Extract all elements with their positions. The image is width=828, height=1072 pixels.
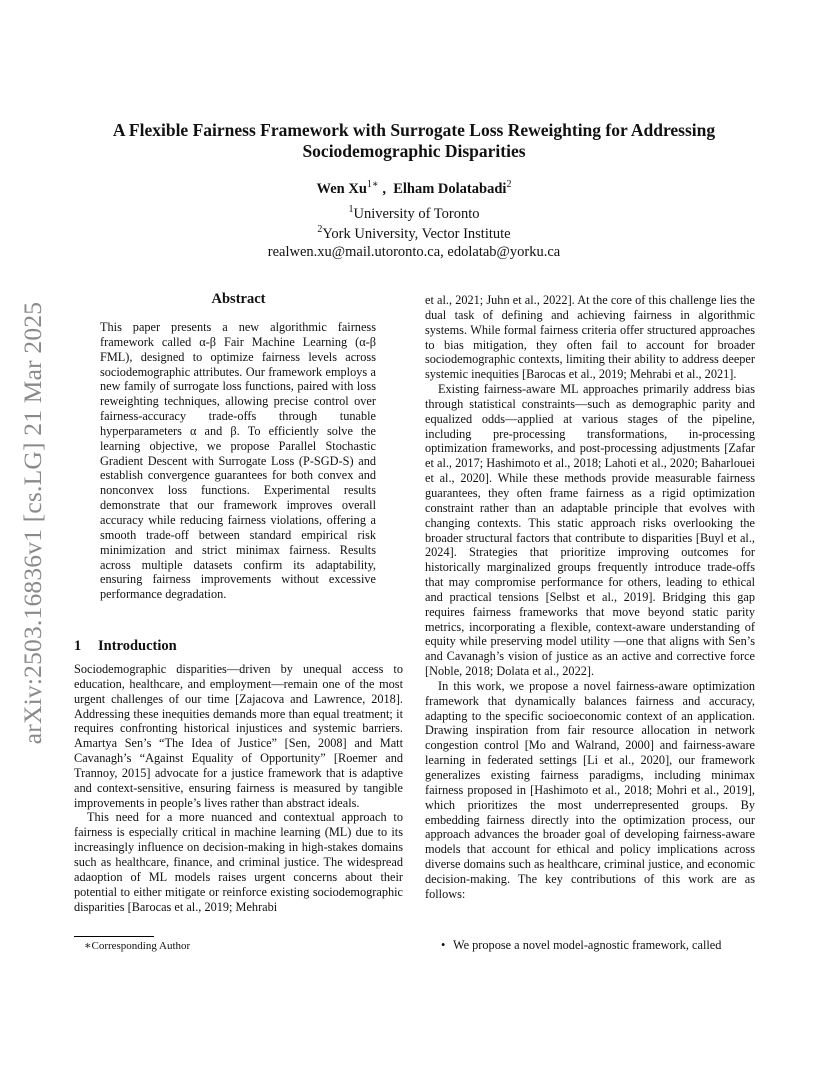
author-1-mark: 1∗ (366, 179, 379, 190)
footnote-divider (74, 936, 154, 937)
arxiv-sidebar (18, 283, 48, 763)
abstract-heading: Abstract (211, 291, 266, 307)
author-line (0, 179, 828, 198)
right-column (425, 293, 755, 902)
section-heading (74, 638, 177, 655)
author-separator: , (378, 180, 394, 197)
affiliation-1-mark: 1 (348, 204, 354, 215)
affiliation-1-text: University of Toronto (353, 205, 480, 222)
author-2: Elham Dolatabadi (393, 180, 507, 197)
paper-title: A Flexible Fairness Framework with Surrogate Loss Reweighting for Addressing Sociodemographic Disparities (112, 120, 716, 161)
affiliation-2-mark: 2 (317, 224, 323, 235)
arxiv-id: arXiv:2503.16836v1 [cs.LG] 21 Mar 2025 (18, 301, 47, 745)
abstract-text: This paper presents a new algorithmic fairness framework called α-β Fair Machine Learning (α-β FML), designed to optimize fairness levels across sociodemographic attributes. Our framework employs a new family of surrogate loss functions, paired with loss reweighting techniques, allowing precise control over fairness-accuracy trade-offs through tunable hyperparameters α and β. To efficiently solve the learning objective, we propose Parallel Stochastic Gradient Descent with Surrogate Loss (P-SGD-S) and establish convergence guarantees for both convex and nonconvex loss functions. Experimental results demonstrate that our framework improves overall accuracy while reducing fairness violations, offering a smooth trade-off between standard empirical risk minimization and strict minimax fairness. Results across multiple datasets confirm its adaptability, ensuring fairness improvements without excessive performance degradation. (100, 320, 376, 602)
intro-paragraph-1: Sociodemographic disparities—driven by unequal access to education, healthcare, and employment—remain one of the most urgent challenges of our time [Zajacova and Lawrence, 2018]. Addressing these inequities demands more than equal treatment; it requires confronting historical injustices and systemic barriers. Amartya Sen’s “The Idea of Justice” [Sen, 2008] and Matt Cavanagh’s “Against Equality of Opportunity” [Roemer and Trannoy, 2015] advocate for a justice framework that is adaptive and context-sensitive, ensuring fairness is measured by tangible improvements in people’s lives rather than abstract ideals. (74, 662, 403, 810)
section-number: 1 (74, 638, 82, 654)
contribution-bullet (441, 938, 755, 953)
intro-paragraph-2: This need for a more nuanced and contextual approach to fairness is especially critical in machine learning (ML) due to its increasingly influence on decision-making in high-stakes domains such as healthcare, finance, and criminal justice. The widespread adaoption of ML models raises urgent concerns about their potential to either mitigate or reinforce existing sociodemographic disparities [Barocas et al., 2019; Mehrabi (74, 810, 403, 914)
affiliation-1 (0, 204, 828, 223)
right-paragraph-1: et al., 2021; Juhn et al., 2022]. At the core of this challenge lies the dual task of defining and achieving fairness in algorithmic systems. While formal fairness criteria offer structured approaches to bias mitigation, they often fail to account for broader sociodemographic contexts, limiting their ability to address deeper systemic inequities [Barocas et al., 2019; Mehrabi et al., 2021]. (425, 293, 755, 382)
author-1: Wen Xu (316, 180, 367, 197)
section-title: Introduction (98, 638, 177, 654)
bullet-text: We propose a novel model-agnostic framework, called (453, 938, 722, 952)
author-emails: realwen.xu@mail.utoronto.ca, edolatab@yorku.ca (267, 244, 561, 260)
affiliation-2-text: York University, Vector Institute (322, 225, 511, 242)
bullet-dot: • (441, 938, 446, 952)
left-column (74, 662, 403, 914)
affiliation-2 (0, 224, 828, 243)
right-paragraph-2: Existing fairness-aware ML approaches primarily address bias through statistical constraints—such as demographic parity and equalized odds—applied at various stages of the pipeline, including pre-processing transformations, in-processing optimization frameworks, and post-processing adjustments [Zafar et al., 2017; Hashimoto et al., 2018; Lahoti et al., 2020; Baharlouei et al., 2020]. While these methods provide measurable fairness guarantees, they often frame fairness as a rigid optimization constraint rather than an adaptable principle that evolves with changing contexts. This static approach risks overlooking the broader structural factors that contribute to disparities [Buyl et al., 2024]. Strategies that prioritize improving outcomes for historically marginalized groups frequently introduce trade-offs that may compromise performance for others, leading to ethical and practical tensions [Selbst et al., 2019]. Bridging this gap requires fairness frameworks that move beyond static parity metrics, incorporating a flexible, context-aware understanding of equity while preserving model utility —one that aligns with Sen’s and Cavanagh’s vision of justice as an active and corrective force [Noble, 2018; Dolata et al., 2022]. (425, 382, 755, 679)
right-paragraph-3: In this work, we propose a novel fairness-aware optimization framework that dynamically balances fairness and accuracy, adapting to the specific socioeconomic context of an application. Drawing inspiration from fair resource allocation in network congestion control [Mo and Walrand, 2000] and fairness-aware learning in federated settings [Li et al., 2020], our framework generalizes existing fairness paradigms, including minimax fairness proposed in [Hashimoto et al., 2018; Mohri et al., 2019], which prioritizes the most underrepresented groups. By embedding fairness directly into the optimization process, our approach advances the broader goal of developing fairness-aware models that account for ethical and policy implications across diverse domains such as healthcare, criminal justice, and economic decision-making. The key contributions of this work are as follows: (425, 678, 755, 901)
footnote: ∗Corresponding Author (84, 940, 191, 952)
author-2-mark: 2 (506, 179, 512, 190)
